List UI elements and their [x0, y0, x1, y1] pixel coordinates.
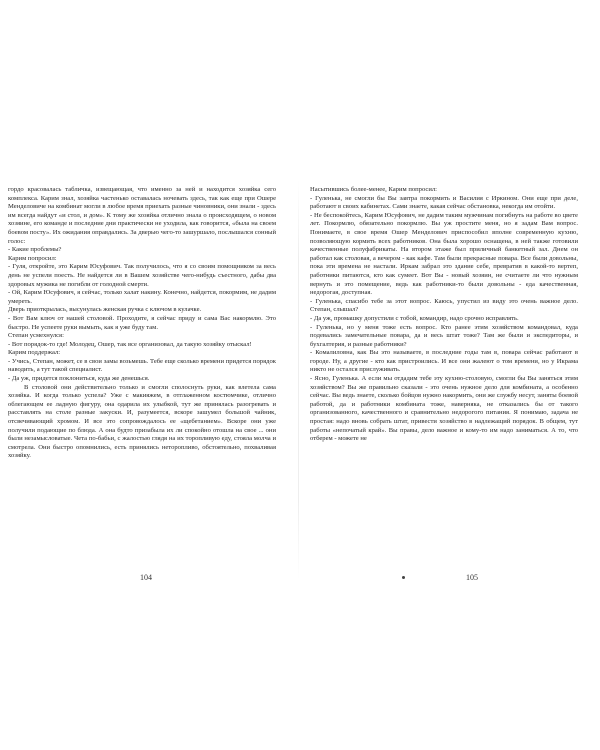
left-page — [8, 186, 276, 566]
paragraph: - Учись, Степан, может, се в свои замы возьмешь. Тебе еще сколько времени придется порядок наводить, а тут такой специалист. — [8, 357, 276, 374]
paragraph: - Какие проблемы? — [8, 246, 62, 254]
paragraph: гордо красовалась табличка, извещающая, что именно за ней и находится хозяйка сего комплекса. Карим знал, хозяйка частенько оставалась ночевать здесь, так как еще при Ошере Менделовиче на комбинат могли в любое время приехать разные чиновники, они знали - здесь им всегда найдут «и стол, и дом». К тому же хозяйка отлично знала о происходящем, о новом хозяине, его команде и последние дни практически не уходила, как говорится, «была на своем боевом посту». Их ожидания оправдались. За дверью чего-то зашуршало, послышался сонный голос: — [8, 186, 276, 245]
right-page — [310, 186, 578, 566]
page-number-right: 105 — [466, 573, 478, 582]
paragraph: - Гуля, откройте, это Карим Юсуфович. Так получилось, что я со своим помощником за весь день не успели поесть. Не найдется ли в Вашем хозяйстве чего-нибудь съестного, дабы два здоровых мужика не погибли от голодной смерти. — [8, 263, 276, 288]
paragraph: Карим поддержал: — [8, 349, 61, 357]
paragraph: - Ой, Карим Юсуфович, я сейчас, только халат накину. Конечно, найдется, покормим, не дадим умереть. — [8, 289, 276, 305]
paragraph: - Гуленька, не смогли бы Вы завтра покормить и Василия с Иркином. Они еще при деле, работают в своих кабинетах. Сами знаете, какая сейчас обстановка, некогда им отойти. — [310, 194, 578, 211]
paragraph: - Вот порядок-то где! Молодец, Ошер, так все организовал, да такую хозяйку отыскал! — [8, 340, 252, 348]
page-number-left: 104 — [140, 573, 152, 582]
paragraph: - Да уж, придется поклониться, куда же денешься. — [8, 375, 150, 383]
paragraph: Карим попросил: — [8, 254, 57, 262]
paragraph: - Да уж, промашку допустили с тобой, командир, надо срочно исправлять. — [310, 314, 519, 322]
paragraph: Дверь приоткрылась, высунулась женская ручка с ключом в кулачке. — [8, 306, 202, 314]
paragraph: Насытившись более-менее, Карим попросил: — [310, 186, 438, 193]
book-gutter — [298, 180, 299, 580]
paragraph: - Не беспокойтесь, Карим Юсуфович, не дадим таким мужчинам погибнуть на работе во цвете лет. Покормлю, обязательно покормлю. Вы уж простите меня, но я задам Вам вопрос. Понимаете, в свое время Ошер Менделович приспособил вполне современную кухню, позволяющую кормить всех работников. Она была хорошо оснащена, в ней также готовили качественные полуфабрикаты. На втором этаже был приличный банкетный зал. Днем он работал как столовая, а вечером - как кафе. Там были прекрасные повара. Все были довольны, пока эти времена не настали. Иркам забрал это здание себе, превратив в какой-то вертеп, работники питаются, кто как сумеет. Вот Вы - новый хозяин, не считаете ли что нужным вернуть и это помещение, ведь как работники-то были довольны - еда качественная, недорогая, доступная. — [310, 211, 578, 297]
paragraph: Степан усмехнулся: — [8, 332, 64, 340]
paragraph: В столовой они действительно только и смогли сполоснуть руки, как влетела сама хозяйка. И когда только успела? Уже с макияжем, в отглаженном костюмчике, отлично облегающем ее ладную фигуру, она одарила их улыбкой, тут же принялась разогревать и расставлять на столе разные закуски. И, разумеется, вскоре зашумел большой чайник, отсвечивающий хромом. И все это сопровождалось ее «щебетанием». Вскоре они уже получили подающие по блюда. А она будто призабыла их ли спокойно отошла на свое ... они были незамысловатые. Чета по-бабьи, с жалостью глядя на их торопливую еду, стояла молча и смотрела. Они быстро опомнились, есть принялись неторопливо, обстоятельно, похваливая хозяйку. — [8, 383, 276, 460]
paragraph: - Ясно, Гуленька. А если мы отдадим тебе эту кухню-столовую, смогли бы Вы заняться этим хозяйством? Вы же правильно сказали - это очень нужное дело для комбината, а особенно сейчас. Вы ведь знаете, сколько бойцов нужно накормить, они же службу несут, заняты боевой работой, да и работники комбината тоже, наверняка, не отказались бы от такого организованного, качественного и сравнительно недорогого питания. Я понимаю, задача не простая: надо вновь собрать штат, привести хозяйство в надлежащий порядок. В общем, тут работы «непочатый край». Вы правы, дело важное и кому-то им надо заниматься. А то, что отберем - можете не — [310, 375, 578, 443]
paragraph: - Комалиловна, как Вы это называете, в последние годы там в, повара сейчас работают в городе. Ну, а другие - кто как пристроились. И все они жалеют о том времени, но у Икрама никто не остался прислуживать. — [310, 349, 578, 374]
paragraph: - Вот Вам ключ от нашей столовой. Проходите, я сейчас приду и сама Вас накормлю. Это быстро. Не успеете руки вымыть, как я уже буду там. — [8, 314, 276, 331]
paragraph: - Гуленька, спасибо тебе за этот вопрос. Каюсь, упустил из виду это очень важное дело. Степан, слышал? — [310, 297, 578, 314]
paragraph: - Гуленька, но у меня тоже есть вопрос. Кто ранее этим хозяйством командовал, куда подевались замечательные повара, да и весь штат тоже? Там же были и экспедиторы, и бухгалтерия, и разные работники? — [310, 323, 578, 348]
ink-dot — [402, 576, 405, 579]
